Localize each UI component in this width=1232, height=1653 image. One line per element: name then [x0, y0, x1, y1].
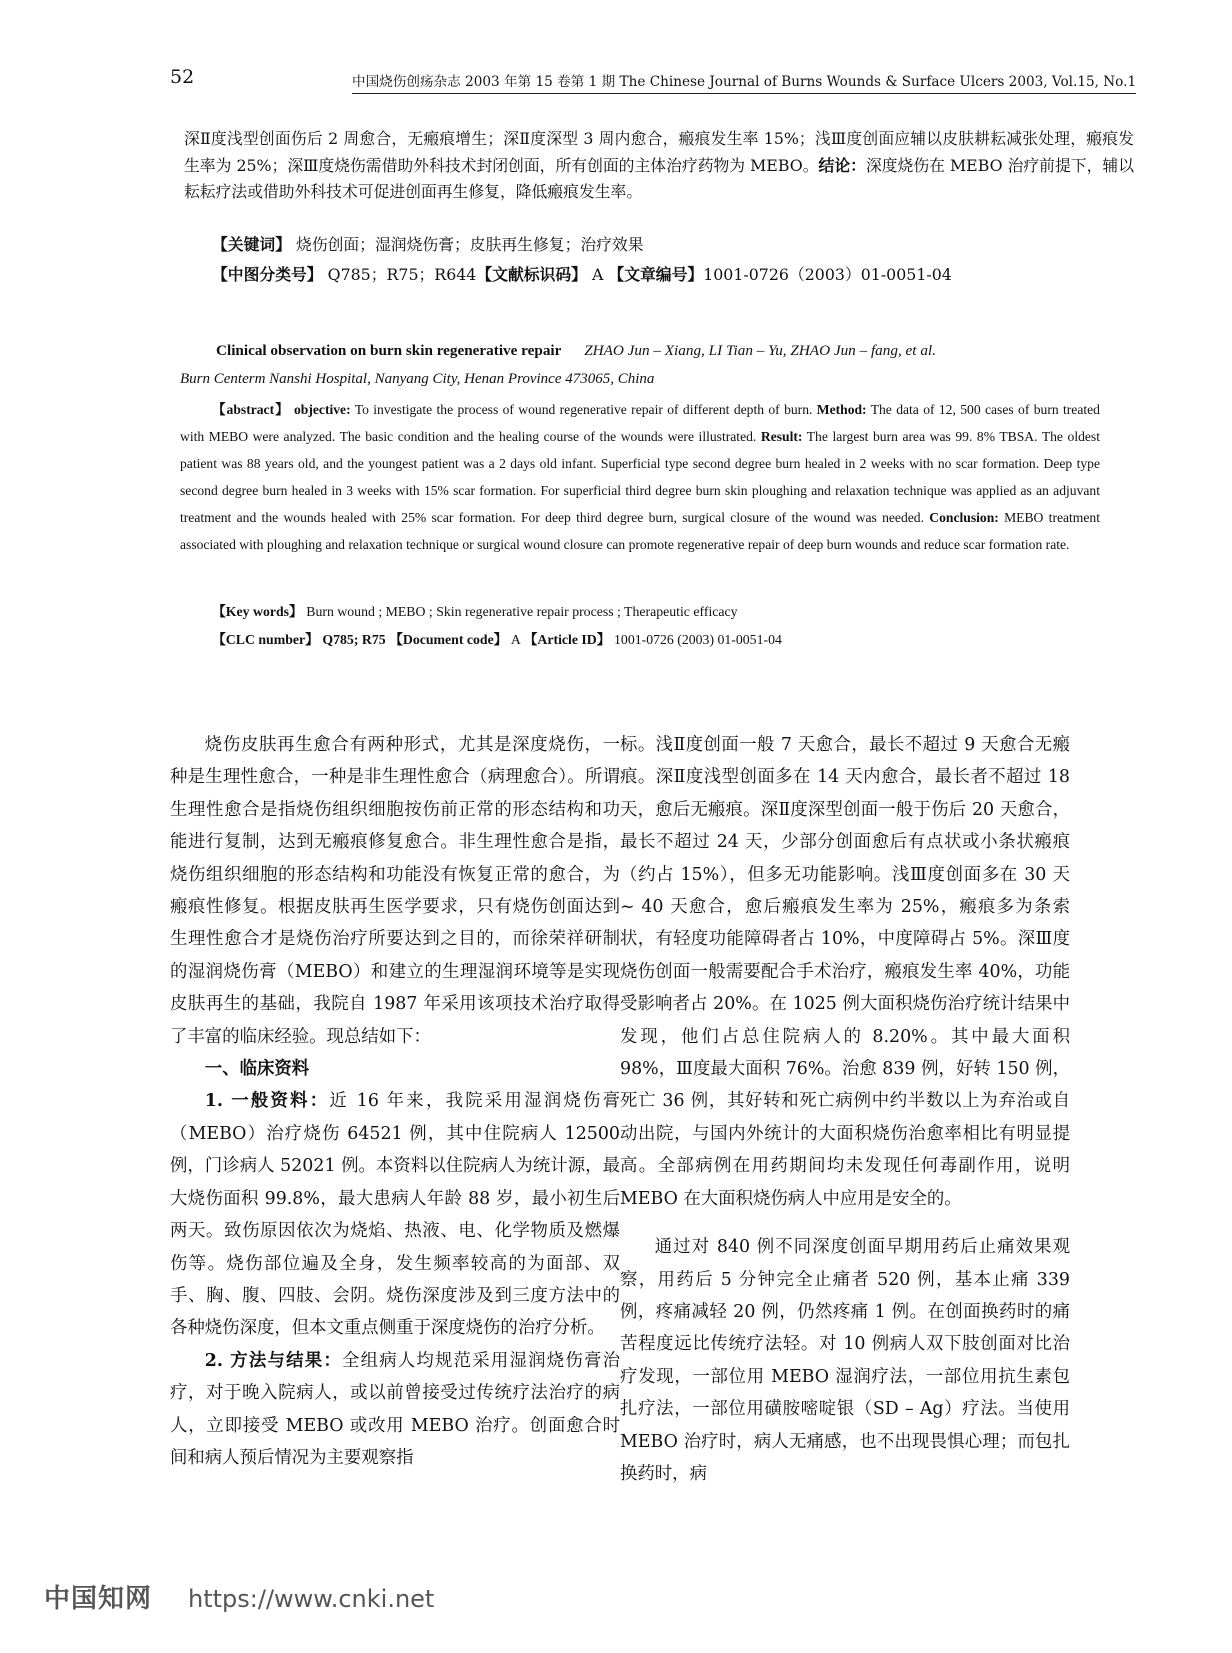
section-heading: 一、临床资料 [204, 1059, 310, 1080]
classification-en [212, 628, 782, 648]
cnki-url: https://www.cnki.net [188, 1585, 435, 1613]
journal-citation: 中国烧伤创疡杂志 2003 年第 15 卷第 1 期 The Chinese Journal of Burns Wounds & Surface Ulcers 2003, Vol.15, No.1 [352, 70, 1136, 94]
methods-label: 2. 方法与结果： [204, 1350, 342, 1371]
result-text: The largest burn area was 99. 8% TBSA. The oldest patient was 88 years old, and the youngest patient was a 2 days old infant. Superficial type second degree burn healed in 2 weeks with no scar formation. Deep type second degree burn healed in 3 weeks with 15% scar formation. For superficial third degree burn skin ploughing and relaxation technique was applied as an adjuvant treatment and the wounds healed with 25% scar formation. For deep third degree burn, surgical closure of the wound was needed. [180, 429, 1101, 525]
general-data-paragraph [170, 1085, 620, 1344]
conclusion-text-en: MEBO treatment associated with ploughing and relaxation technique or surgical wound closure can promote regenerative repair of deep burn wounds and reduce scar formation rate. [180, 510, 1100, 552]
method-label: Method: [816, 402, 867, 417]
doc-label-zh: 【文献标识码】 [476, 265, 587, 284]
abstract-label-en: 【abstract】 [212, 402, 290, 417]
result-label: Result: [760, 429, 803, 444]
conclusion-label-en: Conclusion: [929, 510, 999, 525]
keywords-zh [212, 232, 644, 255]
abstract-results-zh: 深Ⅱ度浅型创面伤后 2 周愈合，无瘢痕增生；深Ⅱ度深型 3 周内愈合，瘢痕发生率 15%；浅Ⅲ度创面应辅以皮肤耕耘减张处理，瘢痕发生率为 25%；深Ⅲ度烧伤需借助外科技术封闭创面，所有创面的主体治疗药物为 MEBO。 [184, 129, 1134, 175]
article-id-en: 1001-0726 (2003) 01-0051-04 [610, 632, 782, 647]
keywords-text-zh: 烧伤创面；湿润烧伤膏；皮肤再生修复；治疗效果 [291, 235, 644, 254]
english-abstract [180, 396, 1100, 558]
doc-label-en: 【Document code】 [389, 632, 508, 647]
results-paragraph: 标。浅Ⅱ度创面一般 7 天愈合，最长不超过 9 天愈合无瘢痕。深Ⅱ度浅型创面多在 14 天内愈合，最长者不超过 18 天，愈后无瘢痕。深Ⅱ度深型创面一般于伤后 20 天愈合，最长不超过 24 天，少部分创面愈后有点状或小条状瘢痕（约占 15%），但多无功能影响。浅Ⅲ度创面多在 30 天 ~ 40 天愈合，愈后瘢痕发生率为 25%，瘢痕多为条索状，有轻度功能障碍者占 10%，中度障碍占 5%。深Ⅲ度烧伤创面一般需要配合手术治疗，瘢痕发生率 40%，功能受影响者占 20%。在 1025 例大面积烧伤治疗统计结果中发现，他们占总住院病人的 8.20%。其中最大面积 98%，Ⅲ度最大面积 76%。治愈 839 例，好转 150 例，死亡 36 例，其好转和死亡病例中约半数以上为弃治或自动出院，与国内外统计的大面积烧伤治愈率相比有明显提高。全部病例在用药期间均未发现任何毒副作用，说明 MEBO 在大面积烧伤病人中应用是安全的。 [620, 735, 1070, 1209]
objective-label: objective: [289, 402, 351, 417]
keywords-label-zh: 【关键词】 [212, 235, 291, 254]
page-number: 52 [170, 66, 195, 88]
english-title: Clinical observation on burn skin regenerative repair [216, 342, 562, 359]
general-data-text: 近 16 年来，我院采用湿润烧伤膏（MEBO）治疗烧伤 64521 例，其中住院病人 12500 例，门诊病人 52021 例。本资料以住院病人为统计源，最大烧伤面积 99.8%，最大患病人年龄 88 岁，最小初生后两天。致伤原因依次为烧焰、热液、电、化学物质及燃爆伤等。烧伤部位遍及全身，发生频率较高的为面部、双手、胸、腹、四肢、会阴。烧伤深度涉及到三度方法中的各种烧伤深度，但本文重点侧重于深度烧伤的治疗分析。 [170, 1091, 620, 1339]
clc-label-zh: 【中图分类号】 [212, 265, 323, 284]
methods-text: 全组病人均规范采用湿润烧伤膏治疗，对于晚入院病人，或以前曾接受过传统疗法治疗的病人，立即接受 MEBO 或改用 MEBO 治疗。创面愈合时间和病人预后情况为主要观察指 [170, 1350, 620, 1468]
article-id-zh: 1001-0726（2003）01-0051-04 [703, 265, 952, 284]
objective-text: To investigate the process of wound regenerative repair of different depth of burn. [350, 402, 817, 417]
running-header [170, 66, 1140, 96]
keywords-text-en: Burn wound ; MEBO ; Skin regenerative repair process ; Therapeutic efficacy [302, 604, 738, 619]
body-left-column [170, 729, 620, 1474]
keywords-label-en: 【Key words】 [212, 604, 303, 619]
general-data-label: 1. 一般资料： [204, 1091, 330, 1112]
keywords-en [212, 600, 738, 620]
method-text: The data of 12, 500 cases of burn treated with MEBO were analyzed. The basic condition and the healing course of the wounds were illustrated. [180, 402, 1100, 444]
body-right-column [620, 729, 1070, 1490]
classification-zh [212, 262, 952, 285]
doc-zh: A [586, 265, 609, 284]
doc-en: A [507, 632, 524, 647]
english-title-line [216, 341, 936, 360]
clc-zh: Q785；R75；R644 [322, 265, 477, 284]
article-label-en: 【Article ID】 [523, 632, 611, 647]
methods-paragraph [170, 1345, 620, 1475]
clc-en: Q785; R75 [318, 632, 390, 647]
conclusion-zh: 深度烧伤在 MEBO 治疗前提下，辅以耘耘疗法或借助外科技术可促进创面再生修复，降低瘢痕发生率。 [184, 155, 1134, 201]
cnki-brand: 中国知网 [44, 1584, 153, 1614]
article-label-zh: 【文章编号】 [608, 265, 704, 284]
pain-relief-paragraph: 通过对 840 例不同深度创面早期用药后止痛效果观察，用药后 5 分钟完全止痛者 520 例，基本止痛 339 例，疼痛减轻 20 例，仍然疼痛 1 例。在创面换药时的痛苦程度远比传统疗法轻。对 10 例病人双下肢创面对比治疗发现，一部位用 MEBO 湿润疗法，一部位用抗生素包扎疗法，一部位用磺胺嘧啶银（SD – Ag）疗法。当使用 MEBO 治疗时，病人无痛感，也不出现畏惧心理；而包扎换药时，病 [620, 1237, 1070, 1484]
english-affiliation: Burn Centerm Nanshi Hospital, Nanyang City, Henan Province 473065, China [180, 371, 655, 387]
cnki-watermark [44, 1578, 434, 1615]
chinese-abstract [184, 126, 1134, 206]
intro-paragraph: 烧伤皮肤再生愈合有两种形式，尤其是深度烧伤，一种是生理性愈合，一种是非生理性愈合（病理愈合）。所谓生理性愈合是指烧伤组织细胞按伤前正常的形态结构和功能进行复制，达到无瘢痕修复愈合。非生理性愈合是指，烧伤组织细胞的形态结构和功能没有恢复正常的愈合，为瘢痕性修复。根据皮肤再生医学要求，只有烧伤创面达到生理性愈合才是烧伤治疗所要达到之目的，而徐荣祥研制的湿润烧伤膏（MEBO）和建立的生理湿润环境等是实现皮肤再生的基础，我院自 1987 年采用该项技术治疗取得了丰富的临床经验。现总结如下： [170, 735, 620, 1047]
english-authors: ZHAO Jun – Xiang, LI Tian – Yu, ZHAO Jun – fang, et al. [584, 342, 936, 359]
clc-label-en: 【CLC number】 [212, 632, 319, 647]
conclusion-label-zh: 结论： [818, 155, 866, 175]
